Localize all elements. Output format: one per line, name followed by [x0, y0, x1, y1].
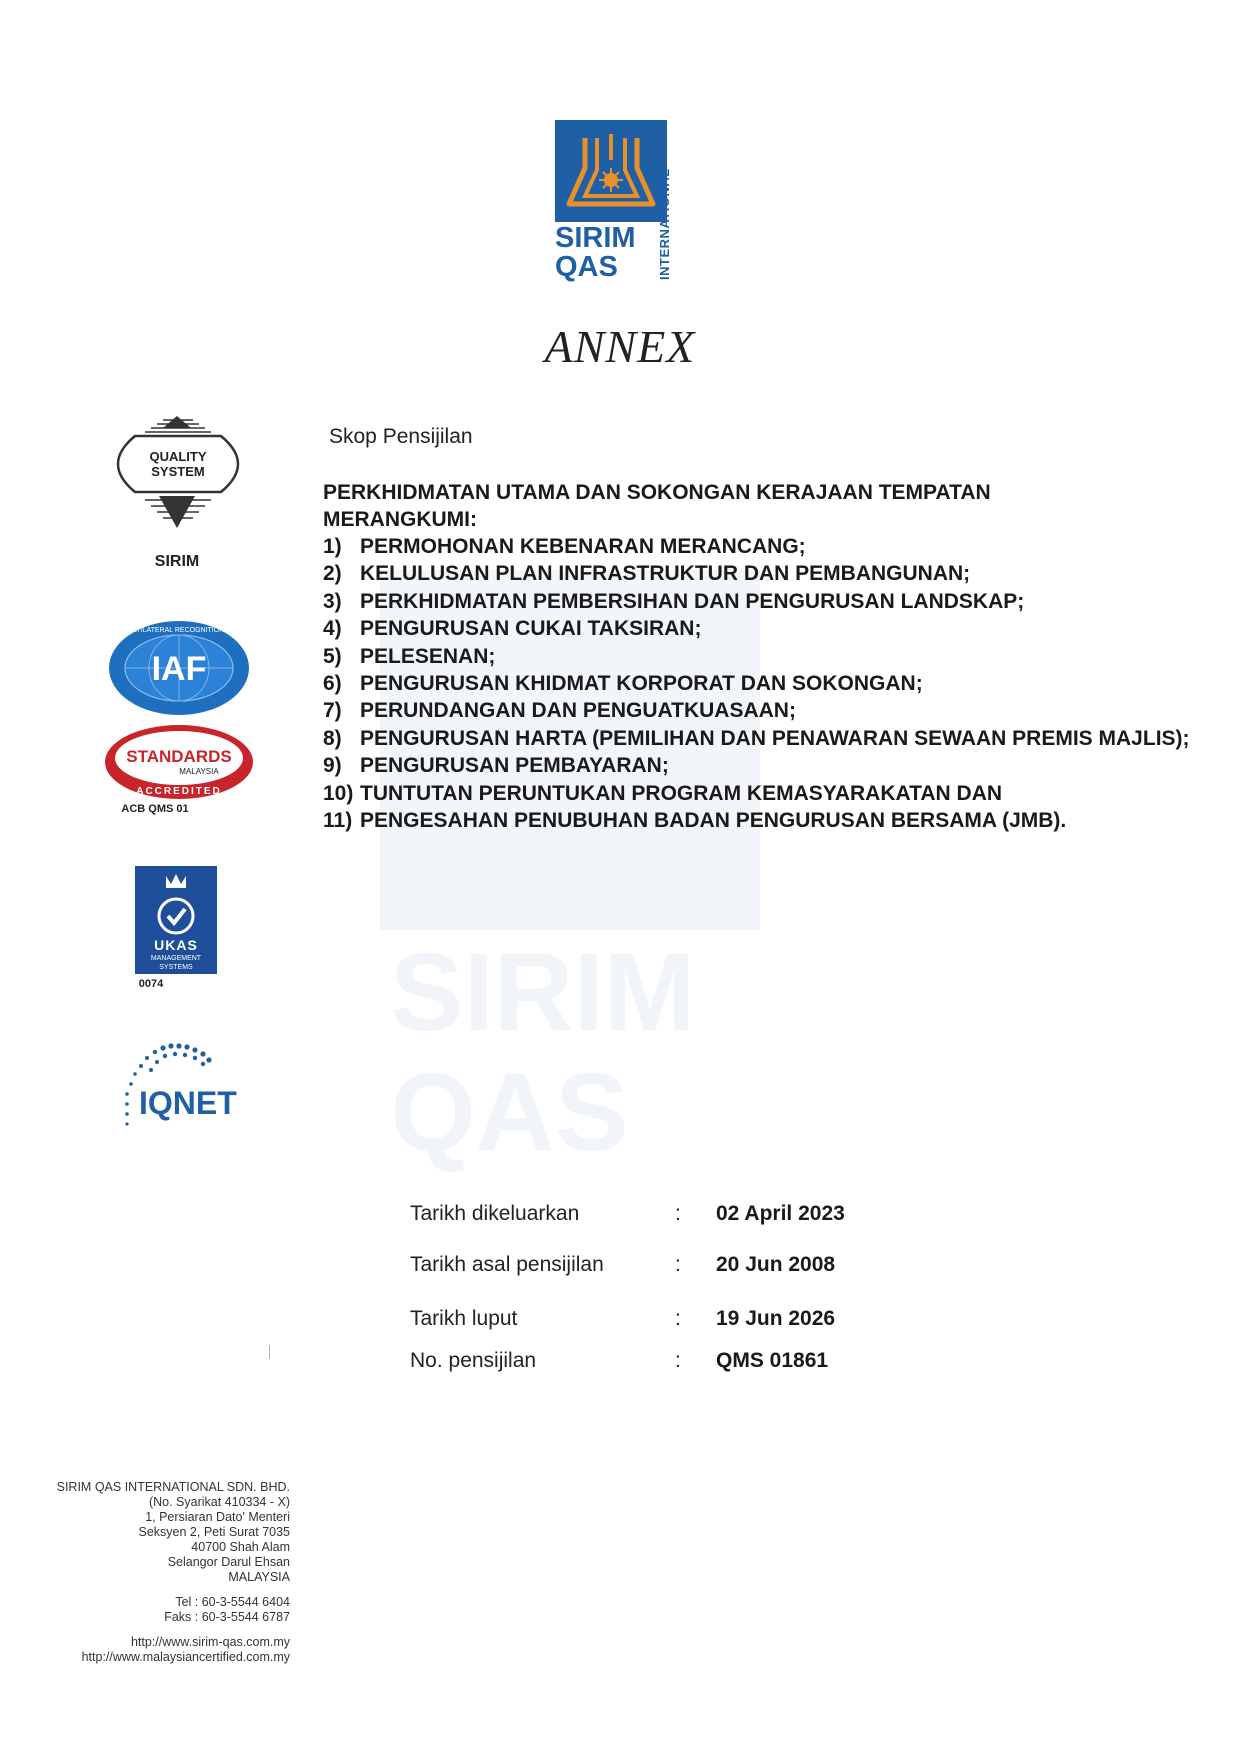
- company-address: [40, 1480, 290, 1665]
- scope-heading: PERKHIDMATAN UTAMA DAN SOKONGAN KERAJAAN TEMPATAN MERANGKUMI:: [323, 481, 991, 531]
- scope-item-text: PERKHIDMATAN PEMBERSIHAN DAN PENGURUSAN LANDSKAP;: [360, 589, 1025, 613]
- svg-text:MALAYSIA: MALAYSIA: [179, 767, 219, 776]
- scope-item-number: 2): [323, 562, 342, 586]
- date-row: [410, 1202, 930, 1232]
- scope-item-number: 10): [323, 781, 354, 805]
- scope-label: Skop Pensijilan: [329, 425, 473, 448]
- svg-text:MEMBER OF MULTILATERAL RECOGNI: MEMBER OF MULTILATERAL RECOGNITION ARRANGEMENT: [77, 627, 281, 634]
- scope-item-text: KELULUSAN PLAN INFRASTRUKTUR DAN PEMBANGUNAN;: [360, 562, 971, 586]
- scope-item-text: TUNTUTAN PERUNTUKAN PROGRAM KEMASYARAKATAN DAN: [360, 781, 1003, 805]
- date-separator: :: [675, 1307, 681, 1330]
- scope-item-text: PENGURUSAN KHIDMAT KORPORAT DAN SOKONGAN;: [360, 672, 923, 696]
- svg-text:IQNET: IQNET: [139, 1085, 237, 1121]
- scope-item-text: PENGURUSAN CUKAI TAKSIRAN;: [360, 617, 702, 641]
- scope-item: [323, 725, 1190, 752]
- scope-item: [323, 588, 1190, 615]
- scope-item: [323, 807, 1190, 834]
- address-line: 40700 Shah Alam: [191, 1540, 290, 1554]
- svg-text:IAF: IAF: [151, 650, 207, 688]
- svg-text:SIRIM: SIRIM: [390, 931, 696, 1054]
- website-link[interactable]: http://www.malaysiancertified.com.my: [81, 1650, 290, 1664]
- scope-item-number: 7): [323, 699, 342, 723]
- scope-item-text: PENGURUSAN PEMBAYARAN;: [360, 754, 669, 778]
- svg-text:0074: 0074: [138, 978, 164, 990]
- scope-item-number: 11): [323, 809, 353, 833]
- sirim-qas-logo: [555, 120, 715, 286]
- scope-item-text: PENGURUSAN HARTA (PEMILIHAN DAN PENAWARAN SEWAAN PREMIS MAJLIS);: [360, 726, 1190, 750]
- scope-item: [323, 560, 1190, 587]
- svg-text:STANDARDS: STANDARDS: [126, 747, 232, 766]
- svg-text:ACCREDITED: ACCREDITED: [136, 786, 222, 797]
- address-line: Seksyen 2, Peti Surat 7035: [138, 1525, 290, 1539]
- address-line: Selangor Darul Ehsan: [167, 1555, 290, 1569]
- date-separator: :: [675, 1253, 681, 1276]
- svg-text:UKAS: UKAS: [154, 937, 198, 953]
- address-line: MALAYSIA: [228, 1570, 290, 1584]
- scan-mark: [269, 1345, 270, 1359]
- date-label: Tarikh luput: [410, 1307, 518, 1330]
- telephone: Tel : 60-3-5544 6404: [175, 1595, 290, 1609]
- scope-item: [323, 615, 1190, 642]
- svg-text:INTERNATIONAL: INTERNATIONAL: [657, 168, 672, 280]
- svg-text:ACB QMS 01: ACB QMS 01: [121, 803, 189, 815]
- scope-item-text: PERMOHONAN KEBENARAN MERANCANG;: [360, 535, 806, 558]
- svg-text:SYSTEM: SYSTEM: [151, 464, 205, 479]
- ukas-logo: [133, 866, 223, 988]
- scope-item-text: PENGESAHAN PENUBUHAN BADAN PENGURUSAN BERSAMA (JMB).: [360, 809, 1067, 833]
- date-value: 02 April 2023: [716, 1202, 845, 1225]
- scope-item-text: PERUNDANGAN DAN PENGUATKUASAAN;: [360, 699, 796, 723]
- svg-text:MANAGEMENT: MANAGEMENT: [150, 955, 202, 962]
- standards-malaysia-logo: [103, 722, 255, 814]
- scope-item: [323, 670, 1190, 697]
- svg-text:SIRIM: SIRIM: [154, 553, 200, 570]
- date-value: 19 Jun 2026: [716, 1307, 836, 1330]
- svg-text:QAS: QAS: [390, 1051, 629, 1174]
- scope-item-number: 4): [323, 617, 342, 641]
- date-value: QMS 01861: [716, 1349, 829, 1372]
- quality-system-logo: [95, 416, 260, 576]
- scope-item-number: 9): [323, 754, 342, 778]
- svg-text:SIRIM: SIRIM: [555, 222, 636, 254]
- svg-text:QUALITY: QUALITY: [149, 449, 207, 464]
- scope-item-number: 3): [323, 589, 342, 613]
- scope-item: [323, 752, 1190, 779]
- date-separator: :: [675, 1202, 681, 1225]
- scope-item-number: 5): [323, 644, 342, 668]
- website-link[interactable]: http://www.sirim-qas.com.my: [130, 1635, 290, 1649]
- iqnet-logo: [115, 1040, 245, 1132]
- iaf-logo: [77, 620, 281, 716]
- date-row: [410, 1253, 930, 1283]
- scope-item-text: PELESENAN;: [360, 644, 496, 668]
- date-label: No. pensijilan: [410, 1349, 537, 1372]
- scope-list: [323, 533, 1190, 834]
- date-label: Tarikh asal pensijilan: [410, 1253, 604, 1276]
- fax: Faks : 60-3-5544 6787: [164, 1610, 290, 1624]
- date-separator: :: [675, 1349, 681, 1372]
- scope-item-number: 8): [323, 726, 342, 750]
- scope-item-number: 1): [323, 535, 342, 558]
- svg-text:SYSTEMS: SYSTEMS: [159, 964, 193, 971]
- company-name: SIRIM QAS INTERNATIONAL SDN. BHD.: [56, 1480, 290, 1494]
- scope-item: [323, 533, 1190, 560]
- date-label: Tarikh dikeluarkan: [410, 1202, 580, 1225]
- svg-text:QAS: QAS: [555, 251, 618, 283]
- scope-item: [323, 643, 1190, 670]
- address-line: 1, Persiaran Dato' Menteri: [145, 1510, 290, 1524]
- scope-item: [323, 697, 1190, 724]
- scope-item-number: 6): [323, 672, 342, 696]
- date-value: 20 Jun 2008: [716, 1253, 836, 1276]
- company-reg-no: (No. Syarikat 410334 - X): [148, 1495, 290, 1509]
- page-title: ANNEX: [544, 321, 696, 372]
- date-row: [410, 1307, 930, 1337]
- scope-item: [323, 780, 1190, 807]
- date-row: [410, 1349, 930, 1379]
